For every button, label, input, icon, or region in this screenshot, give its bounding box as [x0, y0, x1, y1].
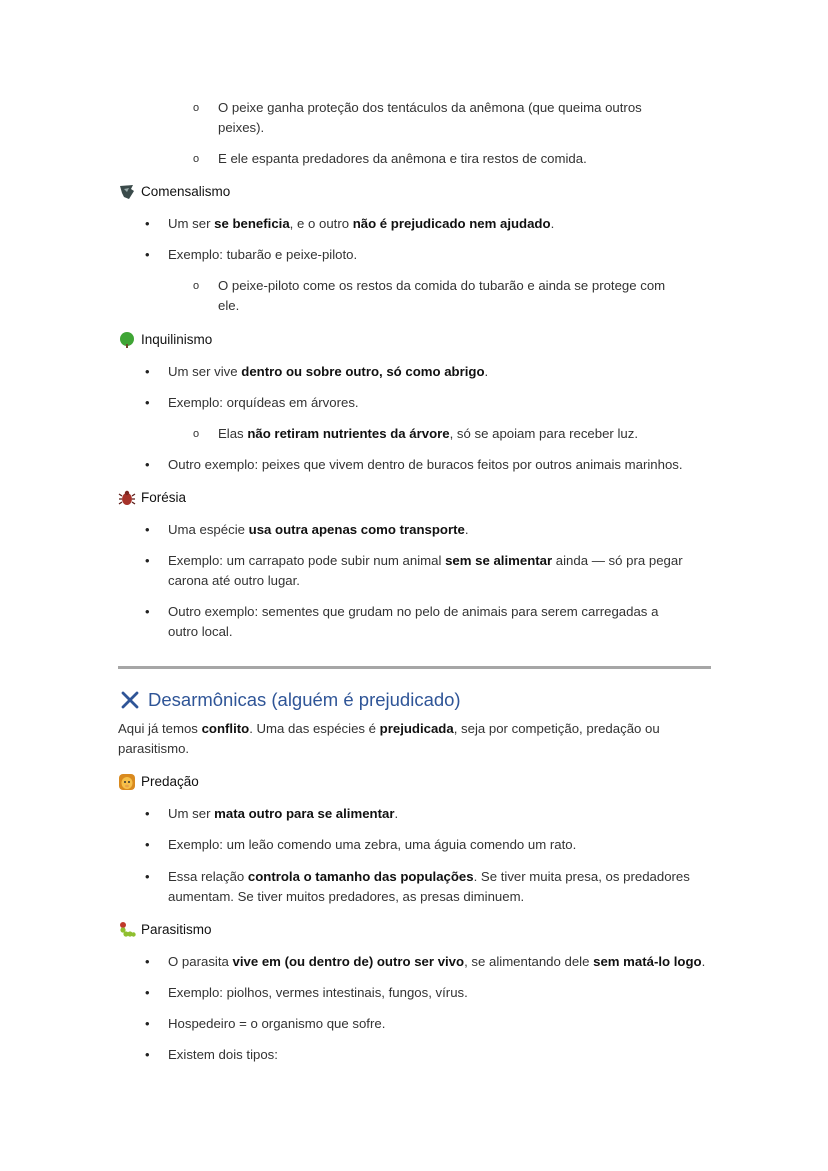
lion-icon — [118, 773, 136, 791]
list-item: Essa relação controla o tamanho das populações. Se tiver muita presa, os predadores — [168, 869, 690, 884]
heading-parasitismo — [118, 920, 212, 940]
sub-item-text: O peixe-piloto come os restos da comida do tubarão e ainda se protege com — [218, 278, 666, 293]
list-item: Outro exemplo: sementes que grudam no pelo de animais para serem carregadas a — [168, 604, 659, 619]
heading-predacao — [118, 772, 199, 792]
list-item: Outro exemplo: peixes que vivem dentro de buracos feitos por outros animais marinhos. — [168, 457, 683, 472]
sub-item-text: Elas não retiram nutrientes da árvore, só se apoiam para receber luz. — [218, 426, 638, 441]
bullet-marker: • — [145, 806, 150, 821]
list-item: Um ser se beneficia, e o outro não é prejudicado nem ajudado. — [168, 216, 555, 231]
sub-bullet-marker: o — [193, 153, 200, 165]
list-item: Um ser mata outro para se alimentar. — [168, 806, 399, 821]
sub-item-text: ele. — [218, 298, 240, 313]
list-item: Um ser vive dentro ou sobre outro, só como abrigo. — [168, 364, 489, 379]
list-item: Exemplo: tubarão e peixe-piloto. — [168, 247, 358, 262]
list-item: Hospedeiro = o organismo que sofre. — [168, 1016, 386, 1031]
bullet-marker: • — [145, 604, 150, 619]
sub-item-text: E ele espanta predadores da anêmona e tira restos de comida. — [218, 151, 587, 166]
sub-bullet-marker: o — [193, 102, 200, 114]
list-item: Exemplo: um leão comendo uma zebra, uma águia comendo um rato. — [168, 837, 577, 852]
list-item: O parasita vive em (ou dentro de) outro ser vivo, se alimentando dele sem matá-lo logo. — [168, 954, 706, 969]
heading-text: Predação — [141, 774, 199, 789]
heading-comensalismo — [118, 182, 230, 202]
intro-paragraph-continuation: parasitismo. — [118, 741, 190, 756]
heading-text: Parasitismo — [141, 922, 212, 937]
bullet-marker: • — [145, 395, 150, 410]
heading-text: Desarmônicas (alguém é prejudicado) — [148, 689, 461, 710]
bullet-marker: • — [145, 985, 150, 1000]
list-item-continuation: carona até outro lugar. — [168, 573, 300, 588]
tick-icon — [118, 489, 136, 507]
caterpillar-icon — [118, 921, 136, 939]
bullet-marker: • — [145, 1047, 150, 1062]
horizontal-divider — [118, 666, 711, 669]
bullet-marker: • — [145, 457, 150, 472]
list-item: Existem dois tipos: — [168, 1047, 278, 1062]
list-item: Uma espécie usa outra apenas como transporte. — [168, 522, 469, 537]
bullet-marker: • — [145, 553, 150, 568]
heading-text: Forésia — [141, 490, 187, 505]
list-item: Exemplo: piolhos, vermes intestinais, fungos, vírus. — [168, 985, 468, 1000]
bullet-marker: • — [145, 522, 150, 537]
sub-item-text: O peixe ganha proteção dos tentáculos da anêmona (que queima outros — [218, 100, 642, 115]
heading-text: Inquilinismo — [141, 332, 213, 347]
list-item: Exemplo: orquídeas em árvores. — [168, 395, 359, 410]
bullet-marker: • — [145, 837, 150, 852]
list-item-continuation: aumentam. Se tiver muitos predadores, as presas diminuem. — [168, 889, 525, 904]
heading-text: Comensalismo — [141, 184, 231, 199]
bullet-marker: • — [145, 869, 150, 884]
bullet-marker: • — [145, 1016, 150, 1031]
bullet-marker: • — [145, 364, 150, 379]
list-item: Exemplo: um carrapato pode subir num animal sem se alimentar ainda — só pra pegar — [168, 553, 683, 568]
sub-bullet-marker: o — [193, 428, 200, 440]
bullet-marker: • — [145, 247, 150, 262]
tree-icon — [118, 331, 136, 349]
heading-foresia — [118, 488, 186, 508]
bullet-marker: • — [145, 954, 150, 969]
intro-paragraph: Aqui já temos conflito. Uma das espécies é prejudicada, seja por competição, predação ou — [118, 721, 660, 736]
heading-desarmonicas — [120, 688, 461, 712]
sub-bullet-marker: o — [193, 280, 200, 292]
shark-icon — [118, 183, 136, 201]
cross-mark-icon — [120, 690, 140, 710]
sub-item-text: peixes). — [218, 120, 265, 135]
bullet-marker: • — [145, 216, 150, 231]
list-item-continuation: outro local. — [168, 624, 233, 639]
heading-inquilinismo — [118, 330, 212, 350]
